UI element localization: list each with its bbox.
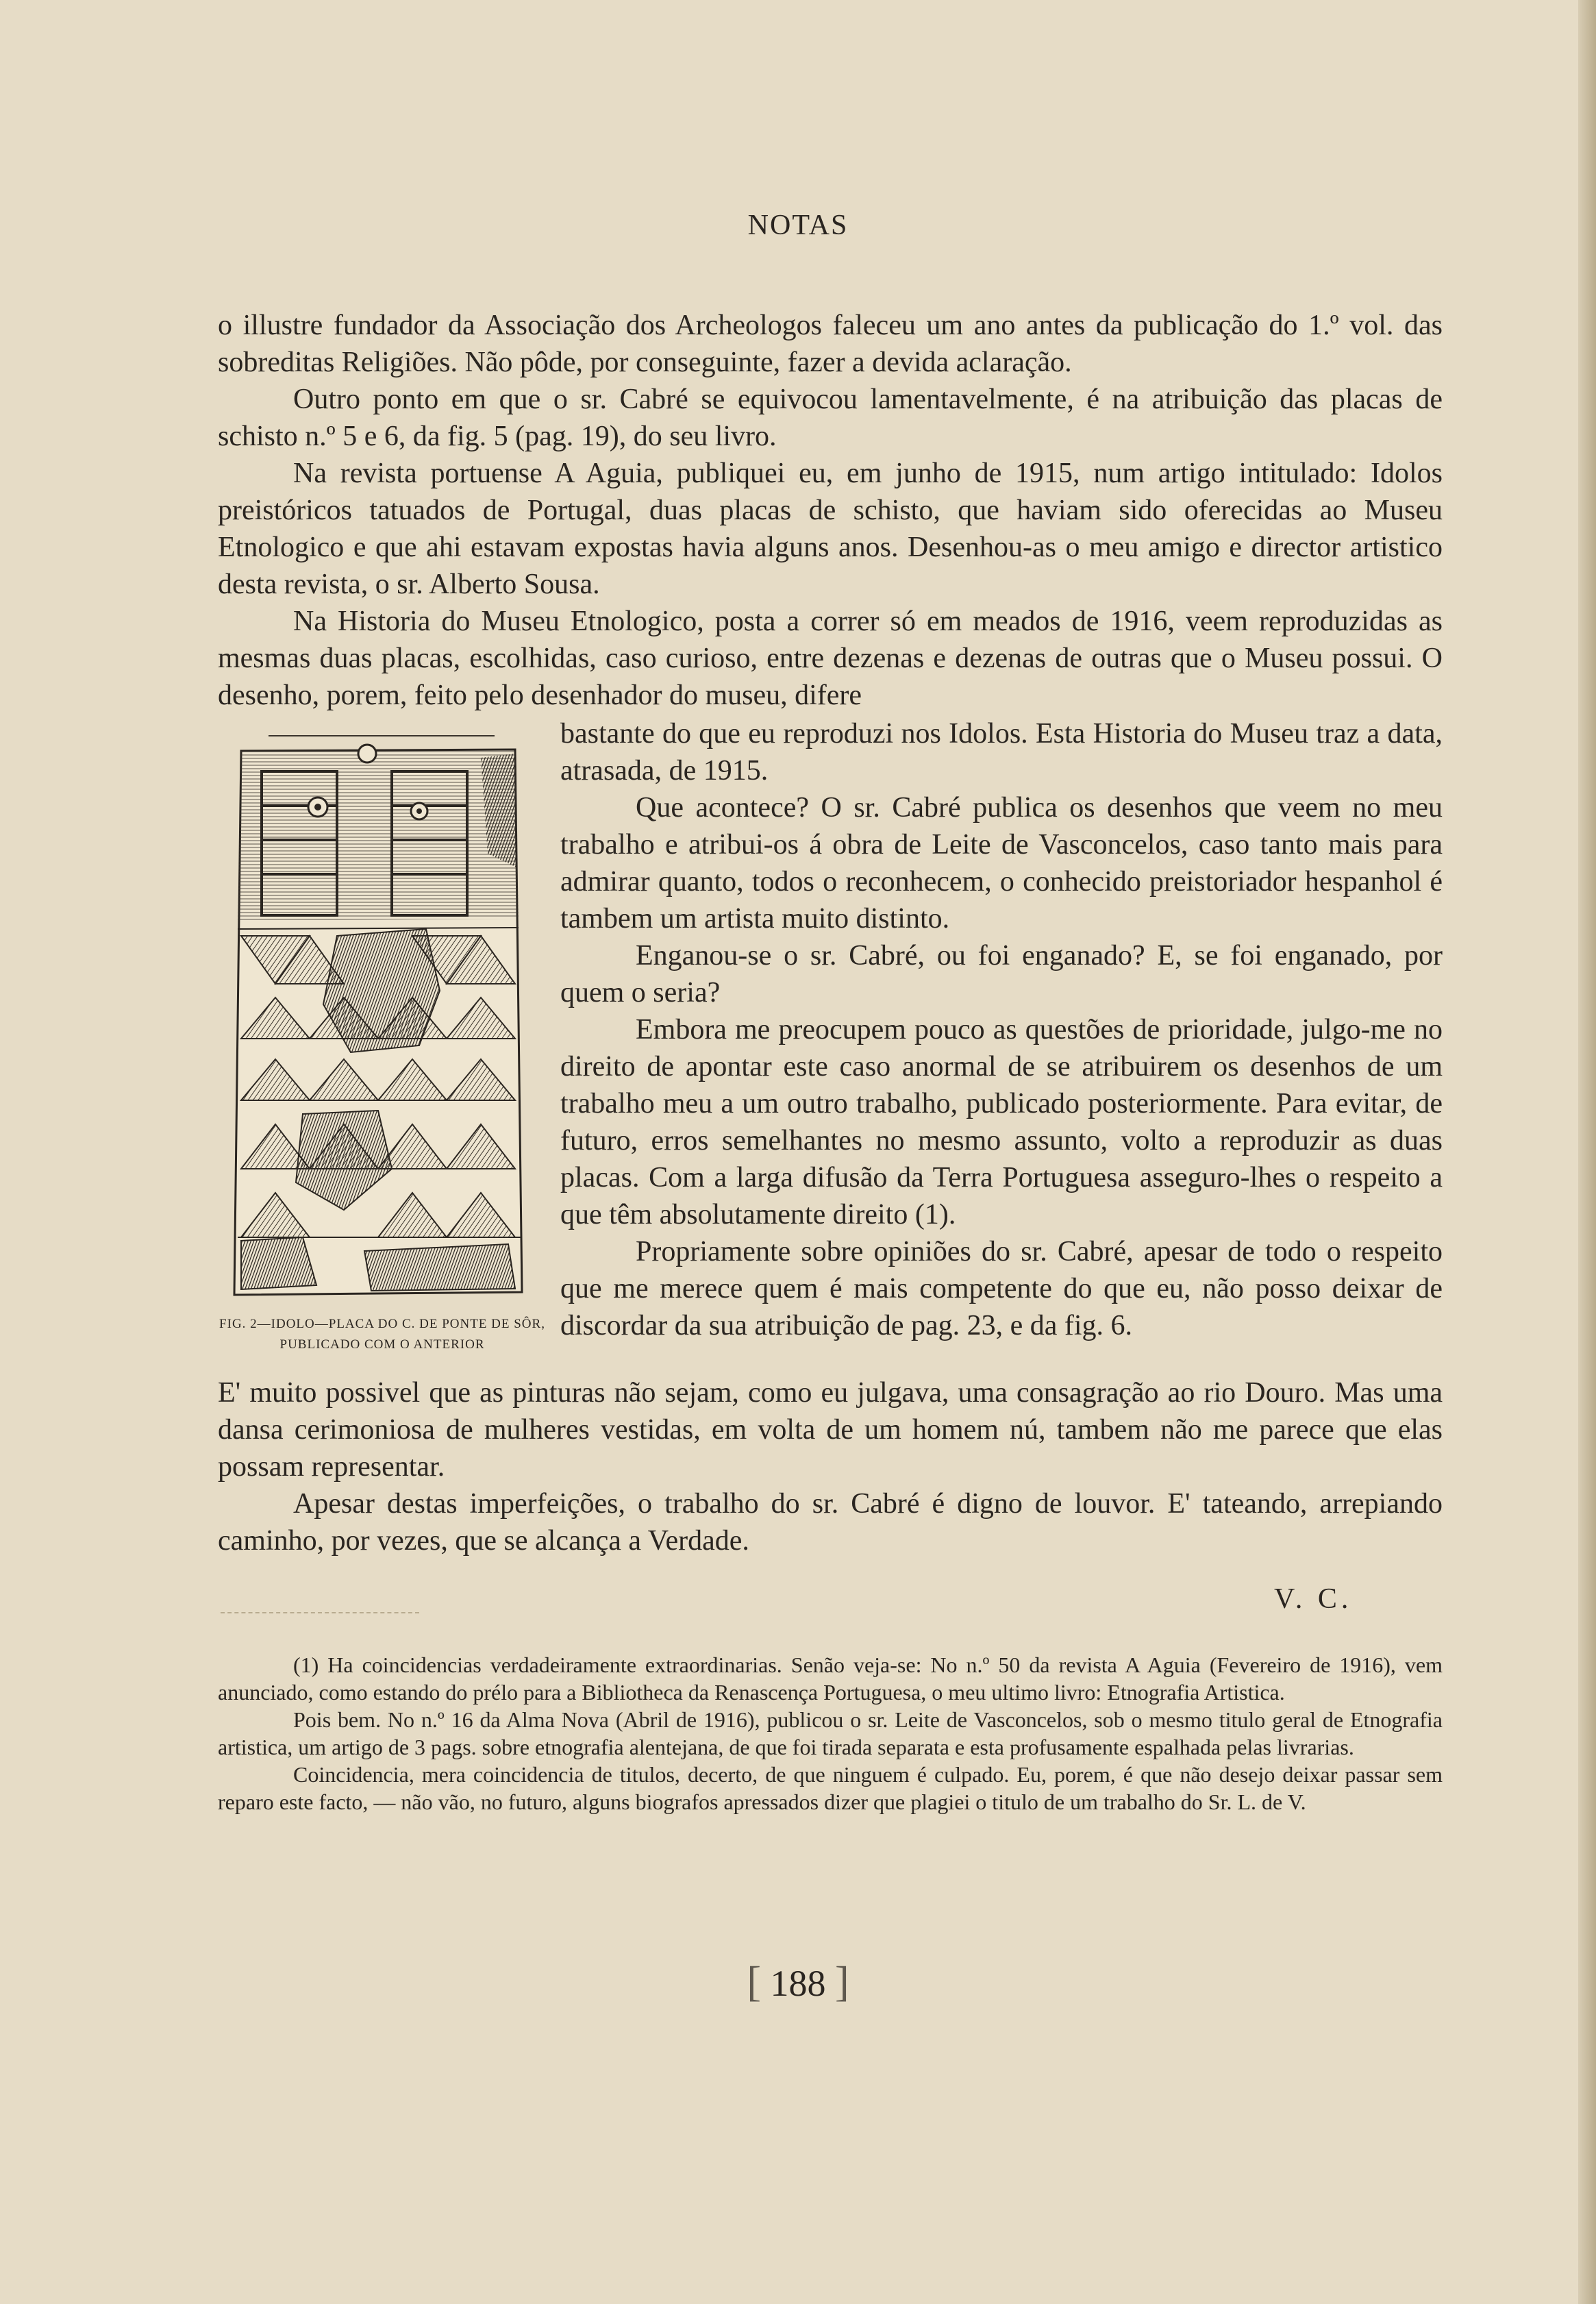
paragraph: Na revista portuense A Aguia, publiquei eu, em junho de 1915, num artigo intitulado: Idolos preistóricos tatuados de Portugal, duas placas de schisto, que haviam sido oferecidas ao Museu Etnologico e que ahi estavam expostas havia alguns anos. Desenhou-as o meu amigo e director artistico desta revista, o sr. Alberto Sousa. [218,458,1443,600]
author-signature: V. C. [1274,1583,1353,1615]
paragraph: Enganou-se o sr. Cabré, ou foi enganado? E, se foi enganado, por quem o seria? [560,940,1443,1008]
paragraph: Outro ponto em que o sr. Cabré se equivocou lamentavelmente, é na atribuição das placas de schisto n.º 5 e 6, da fig. 5 (pag. 19), do seu livro. [218,384,1443,452]
footnote: Pois bem. No n.º 16 da Alma Nova (Abril de 1916), publicou o sr. Leite de Vasconcelos, sob o mesmo titulo geral de Etnografia artistica, um artigo de 3 pags. sobre etnografia alentejana, de que foi tirada separata e esta profusamente espalhada pelas livrarias. [218,1707,1443,1759]
idol-plaque-figure [221,730,540,1314]
page-number-value: 188 [770,1963,826,2004]
paragraph: Que acontece? O sr. Cabré publica os desenhos que veem no meu trabalho e atribui-os á obra de Leite de Vasconcelos, caso tanto mais para admirar quanto, todos o reconhecem, o conhecido preistoriador hespanhol é tambem um artista muito distinto. [560,792,1443,934]
paragraph: E' muito possivel que as pinturas não sejam, como eu julgava, uma consagração ao rio Douro. Mas uma dansa cerimoniosa de mulheres vestidas, em volta de um homem nú, tambem não me parece que elas possam representar. [218,1377,1443,1483]
page-number [0,1958,1596,2007]
page-number-close-bracket: ] [835,1959,849,2005]
body-text-top [218,307,1443,714]
paragraph: Apesar destas imperfeições, o trabalho do sr. Cabré é digno de louvor. E' tateando, arrepiando caminho, por vezes, que se alcança a Verdade. [218,1488,1443,1557]
paragraph: Na Historia do Museu Etnologico, posta a correr só em meados de 1916, veem reproduzidas as mesmas duas placas, escolhidas, caso curioso, entre dezenas e dezenas de outras que o Museu possui. O desenho, porem, feito pelo desenhador do museu, difere [218,606,1443,711]
page-number-open-bracket: [ [747,1959,761,2005]
figure-caption: FIG. 2—IDOLO—PLACA DO C. DE PONTE DE SÔR, PUBLICADO COM O ANTERIOR [219,1317,545,1352]
paragraph: bastante do que eu reproduzi nos Idolos. Esta Historia do Museu traz a data, atrasada, de 1915. [560,718,1443,786]
body-text-wrap [560,715,1443,1344]
footnote: (1) Ha coincidencias verdadeiramente extraordinarias. Senão veja-se: No n.º 50 da revista A Aguia (Fevereiro de 1916), vem anunciado, como estando do prélo para a Bibliotheca da Renascença Portuguesa, o meu ultimo livro: Etnografia Artistica. [218,1652,1443,1705]
footnotes [218,1651,1443,1816]
page-header: NOTAS [747,210,849,241]
idol-plaque-drawing [221,730,540,1314]
footnote-separator [221,1612,419,1613]
paragraph: Embora me preocupem pouco as questões de prioridade, julgo-me no direito de apontar este caso anormal de se atribuirem os desenhos de um trabalho meu a um outro trabalho, publicado posteriormente. Para evitar, de futuro, erros semelhantes no mesmo assunto, volto a reproduzir as duas placas. Com a larga difusão da Terra Portuguesa asseguro-lhes o respeito a que têm absolutamente direito (1). [560,1014,1443,1230]
body-text-bottom [218,1374,1443,1559]
footnote: Coincidencia, mera coincidencia de titulos, decerto, de que ninguem é culpado. Eu, porem, é que não desejo deixar passar sem reparo este facto, — não vão, no futuro, alguns biografos apressados dizer que plagiei o titulo de um trabalho do Sr. L. de V. [218,1762,1443,1814]
paragraph: Propriamente sobre opiniões do sr. Cabré, apesar de todo o respeito que me merece quem é mais competente do que eu, não posso deixar de discordar da sua atribuição de pag. 23, e da fig. 6. [560,1236,1443,1341]
paragraph: o illustre fundador da Associação dos Archeologos faleceu um ano antes da publicação do 1.º vol. das sobreditas Religiões. Não pôde, por conseguinte, fazer a devida aclaração. [218,310,1443,378]
